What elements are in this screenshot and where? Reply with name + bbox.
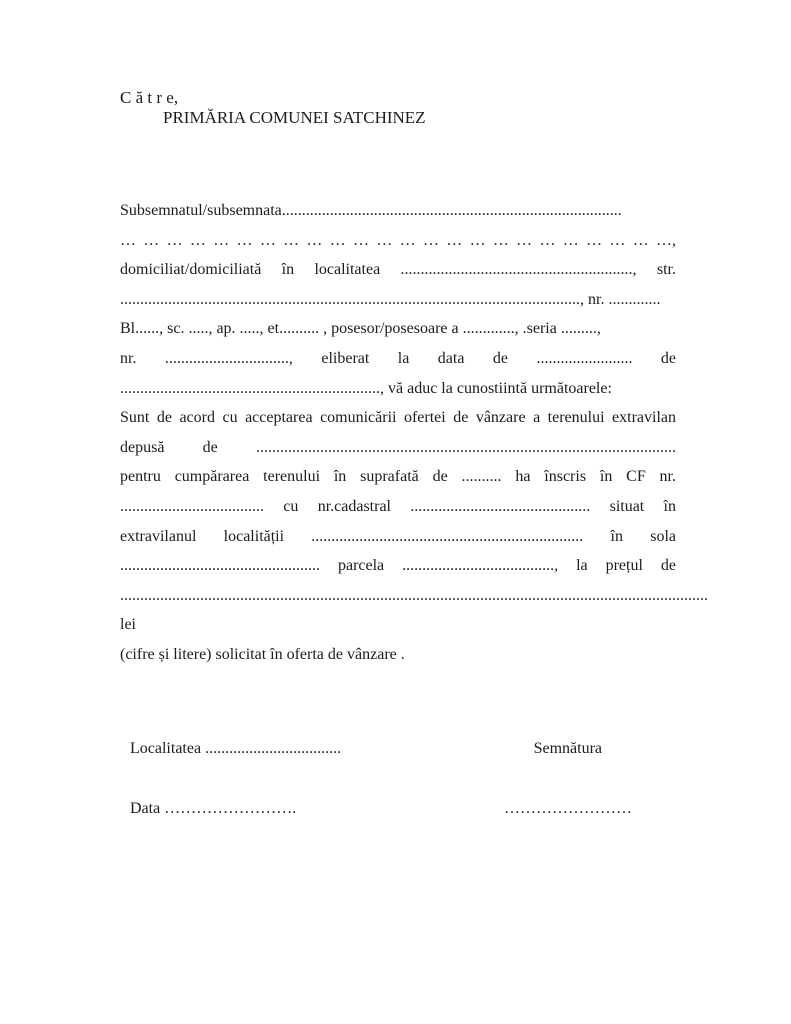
body-line: nr. ..............................., eliberat la data de ........................ de xyxy=(120,349,676,367)
body-line: ..................................................................................................................., nr. ............. xyxy=(120,290,661,308)
body-line: Sunt de acord cu acceptarea comunicării ofertei de vânzare a terenului extravilan xyxy=(120,409,676,427)
signature-dots-line: …………………… xyxy=(504,799,632,817)
body-line: Subsemnatul/subsemnata..................................................................................... xyxy=(120,202,622,219)
body-line: Bl......, sc. ....., ap. ....., et.......... , posesor/posesoare a ............., .seria ........., xyxy=(120,320,601,338)
body-line: pentru cumpărarea terenului în suprafată de .......... ha înscris în CF nr. xyxy=(120,468,676,486)
recipient-title: PRIMĂRIA COMUNEI SATCHINEZ xyxy=(163,108,426,127)
locality-signature-row xyxy=(120,740,676,758)
date-label: Data ……………………. xyxy=(130,799,297,817)
signature-label: Semnătura xyxy=(533,739,602,757)
document-footer xyxy=(120,740,676,818)
body-line: (cifre și litere) solicitat în oferta de vânzare . xyxy=(120,645,405,663)
body-line: .................................... cu nr.cadastral ............................................. situat în xyxy=(120,497,676,515)
body-line: domiciliat/domiciliată în localitatea .........................................................., str. xyxy=(120,261,676,279)
body-line: depusă de ......................................................................................................... xyxy=(120,438,676,456)
body-line: ................................................................., vă aduc la cunostiintă următoarele: xyxy=(120,379,612,397)
date-signature-row xyxy=(120,800,676,818)
locality-label: Localitatea .................................. xyxy=(130,739,342,757)
body-line: extravilanul localității .................................................................... în sola xyxy=(120,527,676,545)
body-line: ................................................................................................................................................... lei xyxy=(120,586,708,634)
body-line: .................................................. parcela ......................................, la prețul de xyxy=(120,557,676,575)
document-body xyxy=(120,196,708,670)
salutation: C ă t r e, xyxy=(120,88,179,107)
body-line: … … … … … … … … … … … … … … … … … … … … … … … …, xyxy=(120,231,676,249)
document-content xyxy=(120,88,708,818)
